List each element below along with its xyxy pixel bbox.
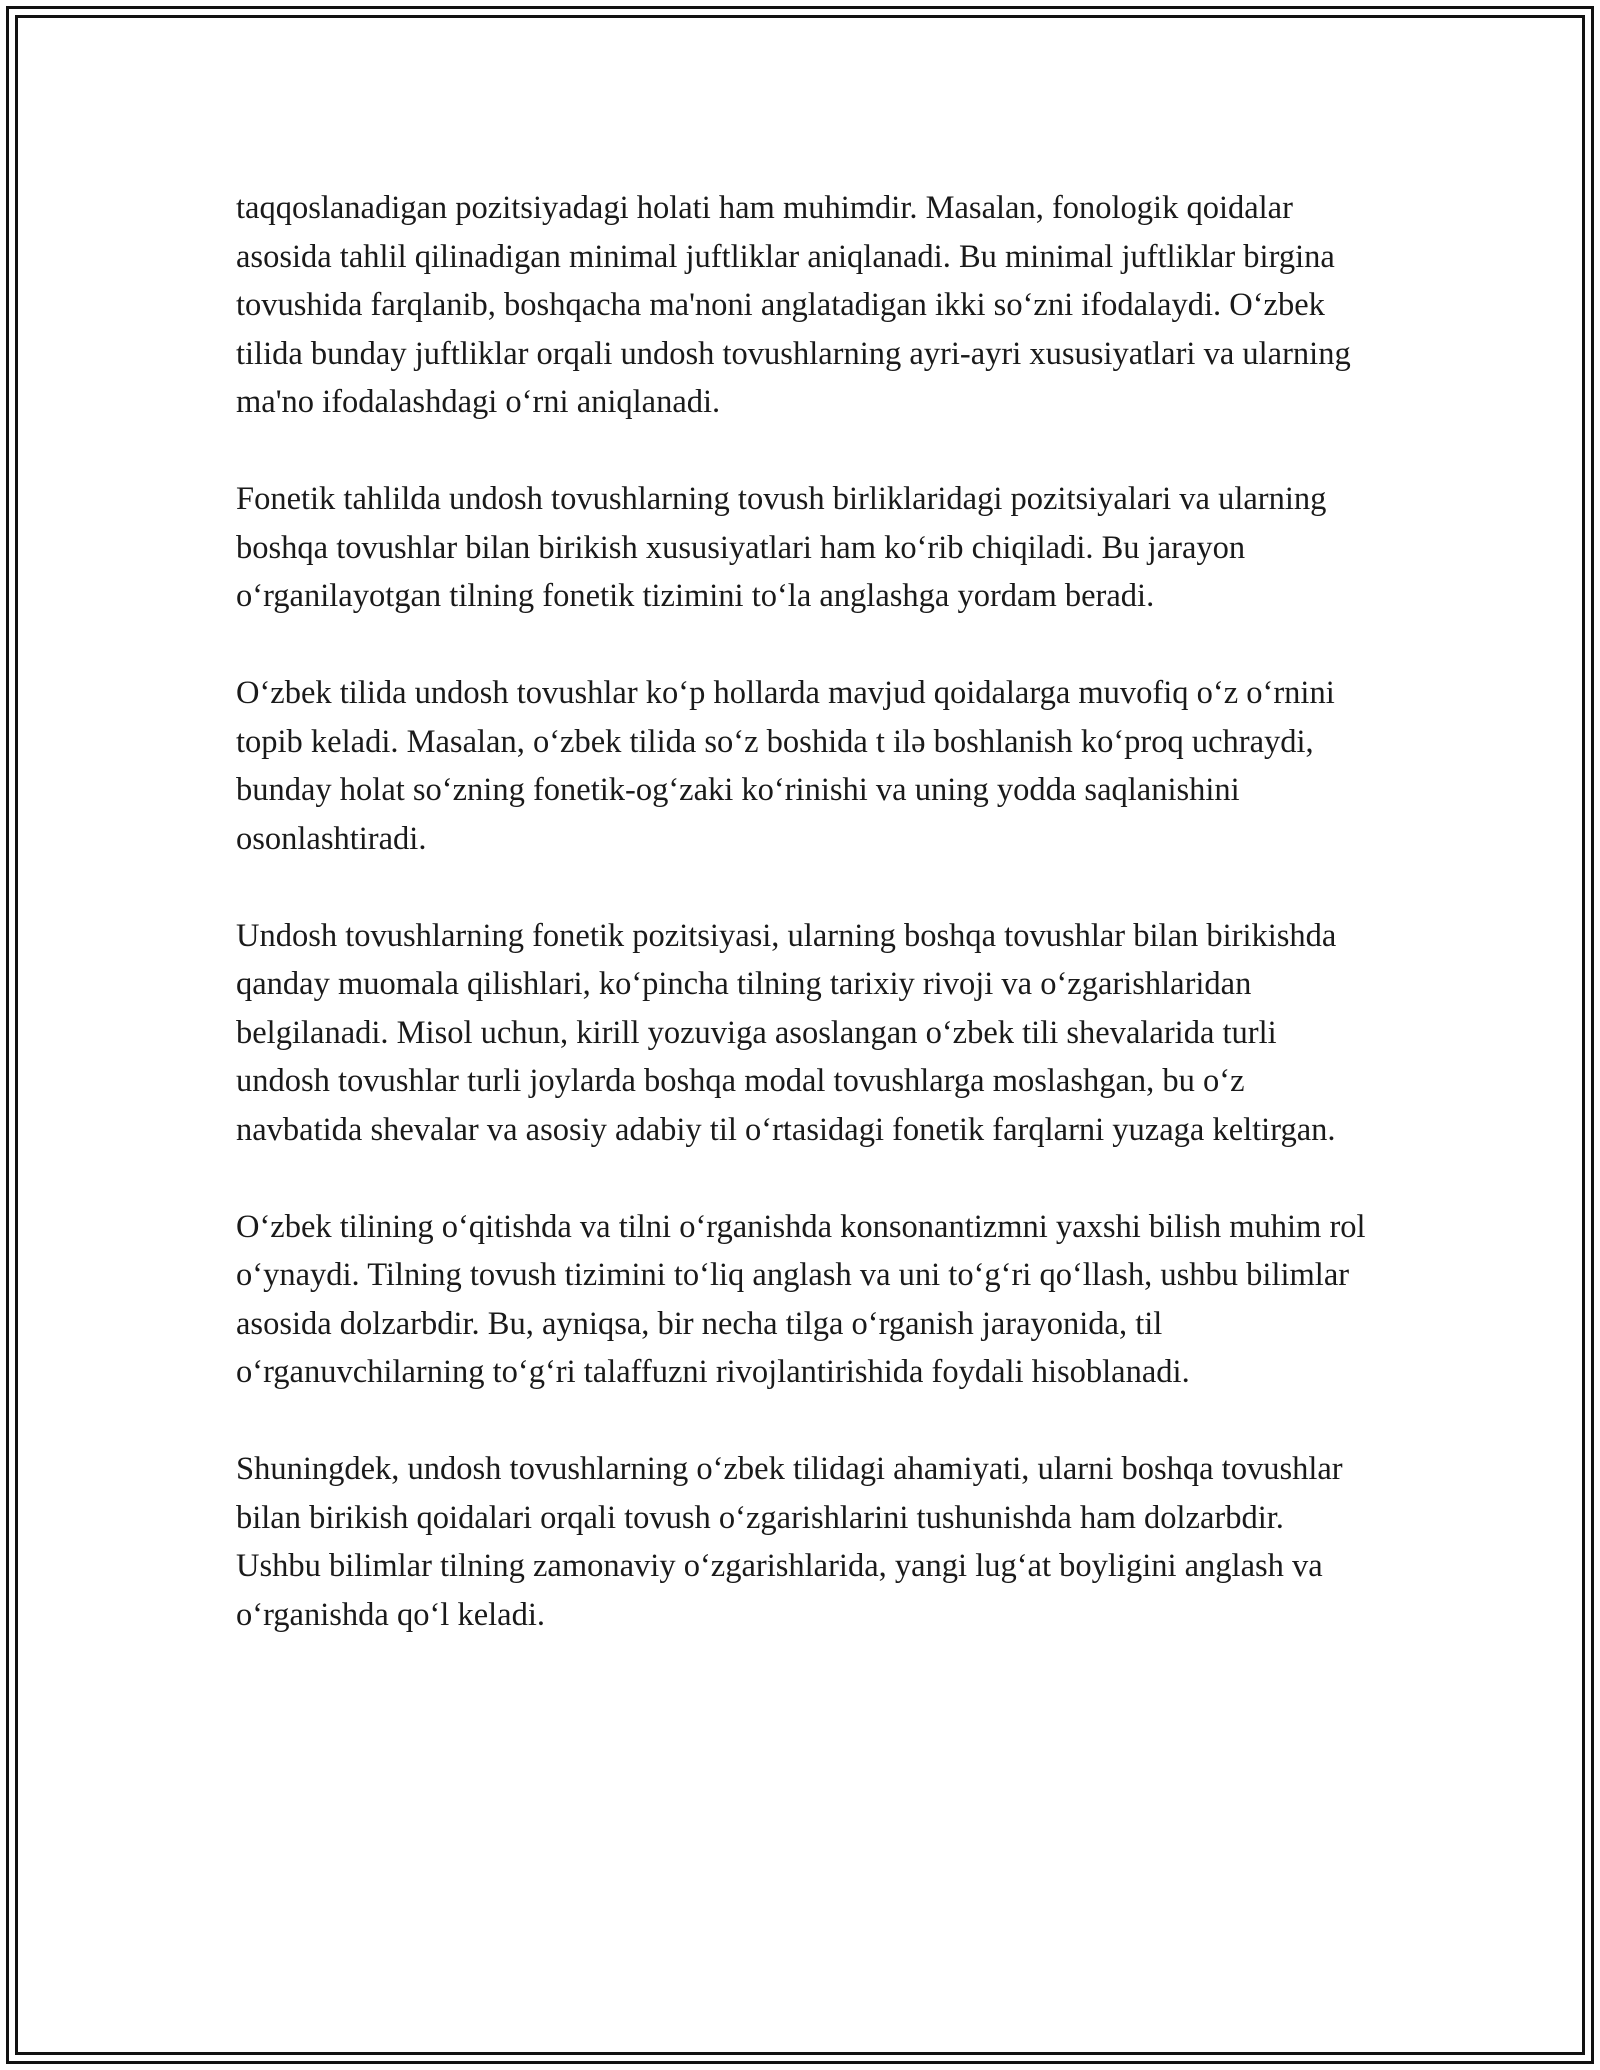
- document-body: [236, 184, 1376, 1639]
- paragraph-6: Shuningdek, undosh tovushlarning o‘zbek tilidagi ahamiyati, ularni boshqa tovushlar bilan birikish qoidalari orqali tovush o‘zgarishlarini tushunishda ham dolzarbdir. Ushbu bilimlar tilning zamonaviy o‘zgarishlarida, yangi lug‘at boyligini anglash va o‘rganishda qo‘l keladi.: [236, 1451, 1343, 1633]
- paragraph-3: O‘zbek tilida undosh tovushlar ko‘p hollarda mavjud qoidalarga muvofiq o‘z o‘rnini topib keladi. Masalan, o‘zbek tilida so‘z boshida t ilə boshlanish ko‘proq uchraydi, bunday holat so‘zning fonetik-og‘zaki ko‘rinishi va uning yodda saqlanishini osonlashtiradi.: [236, 675, 1335, 857]
- paragraph-1: taqqoslanadigan pozitsiyadagi holati ham muhimdir. Masalan, fonologik qoidalar asosida tahlil qilinadigan minimal juftliklar aniqlanadi. Bu minimal juftliklar birgina tovushida farqlanib, boshqacha ma'noni anglatadigan ikki so‘zni ifodalaydi. O‘zbek tilida bunday juftliklar orqali undosh tovushlarning ayri-ayri xususiyatlari va ularning ma'no ifodalashdagi o‘rni aniqlanadi.: [236, 190, 1351, 420]
- paragraph-4: Undosh tovushlarning fonetik pozitsiyasi, ularning boshqa tovushlar bilan birikishda qanday muomala qilishlari, ko‘pincha tilning tarixiy rivoji va o‘zgarishlaridan belgilanadi. Misol uchun, kirill yozuviga asoslangan o‘zbek tili shevalarida turli undosh tovushlar turli joylarda boshqa modal tovushlarga moslashgan, bu o‘z navbatida shevalar va asosiy adabiy til o‘rtasidagi fonetik farqlarni yuzaga keltirgan.: [236, 917, 1337, 1148]
- paragraph-2: Fonetik tahlilda undosh tovushlarning tovush birliklaridagi pozitsiyalari va ularning boshqa tovushlar bilan birikish xususiyatlari ham ko‘rib chiqiladi. Bu jarayon o‘rganilayotgan tilning fonetik tizimini to‘la anglashga yordam beradi.: [236, 481, 1327, 614]
- paragraph-5: O‘zbek tilining o‘qitishda va tilni o‘rganishda konsonantizmni yaxshi bilish muhim rol o‘ynaydi. Tilning tovush tizimini to‘liq anglash va uni to‘g‘ri qo‘llash, ushbu bilimlar asosida dolzarbdir. Bu, ayniqsa, bir necha tilga o‘rganish jarayonida, til o‘rganuvchilarning to‘g‘ri talaffuzni rivojlantirishida foydali hisoblanadi.: [236, 1208, 1366, 1390]
